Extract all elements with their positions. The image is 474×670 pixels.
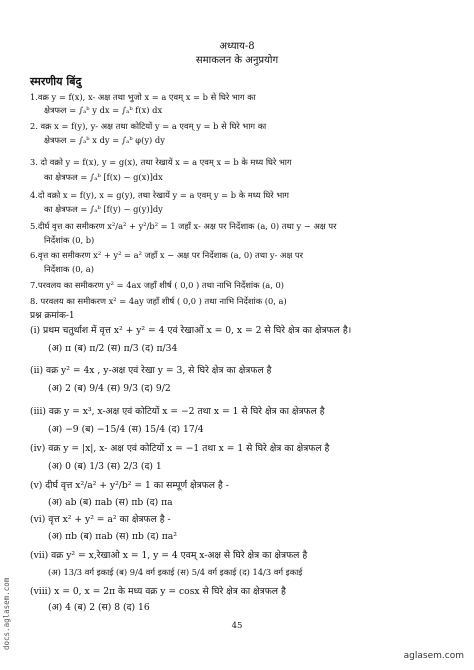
point-4-line-2: का क्षेत्रफल = ∫ₐᵇ [f(y) − g(y)]dy (44, 204, 163, 214)
side-watermark (2, 520, 14, 650)
question-4-options: (अ) 0 (ब) 1/3 (स) 2/3 (द) 1 (48, 461, 162, 472)
page-number: 45 (231, 621, 243, 631)
point-1-line-1: 1.वक्र y = f(x), x- अक्ष तथा भुजो x = a एवम् x = b से घिरे भाग का (30, 92, 256, 102)
question-8-options: (अ) 4 (ब) 2 (स) 8 (द) 16 (48, 602, 150, 613)
question-7-options: (अ) 13/3 वर्ग इकाई (ब) 9/4 वर्ग इकाई (स) 5/4 वर्ग इकाई (द) 14/3 वर्ग इकाई (48, 567, 303, 577)
point-2-line-2: क्षेत्रफल = ∫ₐᵇ x dy = ∫ₐᵇ φ(y) dy (44, 135, 165, 145)
question-2-options: (अ) 2 (ब) 9/4 (स) 9/3 (द) 9/2 (48, 383, 171, 394)
question-1-text: (i) प्रथम चतुर्थाश में वृत्त x² + y² = 4 एवं रेखाओं x = 0, x = 2 से घिरे क्षेत्र का क्षेत्रफल है। (30, 325, 352, 336)
question-5-text: (v) दीर्घ वृत्त x²/a² + y²/b² = 1 का सम्पूर्ण क्षेत्रफल है - (30, 480, 229, 491)
point-8-line: 8. परवलय का समीकरण x² = 4ay जहाँ शीर्ष ( 0,0 ) तथा नाभि निर्देशांक (0, a) (30, 296, 287, 306)
chapter-title: समाकलन के अनुप्रयोग (195, 55, 279, 66)
question-7-text: (vii) वक्र y² = x,रेखाओ x = 1, y = 4 एवम् x-अक्ष से घिरे क्षेत्र का क्षेत्रफल है (30, 550, 308, 561)
brand-footer: aglasem.com (403, 651, 464, 661)
question-3-text: (iii) वक्र y = x³, x-अक्ष एवं कोटियों x = −2 तथा x = 1 से घिरे क्षेत्र का क्षेत्रफल है (30, 406, 325, 417)
point-5-line-1: 5.दीर्घ वृत्त का समीकरण x²/a² + y²/b² = 1 जहाँ x- अक्ष पर निर्देशाक (a, 0) तथा y − अक्ष पर (30, 221, 337, 231)
point-6-line-2: निर्देशाक (0, a) (44, 264, 94, 274)
question-2-text: (ii) वक्र y² = 4x , y-अक्ष एवं रेखा y = 3, से घिरे क्षेत्र का क्षेत्रफल है (30, 365, 272, 376)
point-2-line-1: 2. वक्र x = f(y), y- अक्ष तथा कोटियों y = a एवम् y = b से घिरे भाग का (30, 121, 267, 131)
question-heading: प्रश्न क्रमांक-1 (30, 311, 75, 321)
section-title: स्मरणीय बिंदु (30, 75, 82, 88)
question-8-text: (viii) x = 0, x = 2π के मध्य वक्र y = cosx से घिरे क्षेत्र का क्षेत्रफल है (30, 586, 286, 597)
point-1-line-2: क्षेत्रफल = ∫ₐᵇ y dx = ∫ₐᵇ f(x) dx (44, 105, 163, 115)
point-7-line: 7.परवलय का समीकरण y² = 4ax जहाँ शीर्ष ( 0,0 ) तथा नाभि निर्देशांक (a, 0) (30, 280, 285, 290)
side-watermark-text: docs.aglasem.com (2, 577, 11, 650)
question-6-text: (vi) वृत्त x² + y² = a² का क्षेत्रफल है - (30, 514, 171, 525)
point-3-line-1: 3. दो वक्रो y = f(x), y = g(x), तथा रेखायें x = a एवम् x = b के मध्य घिरे भाग (30, 157, 292, 167)
chapter-label: अध्याय-8 (219, 41, 255, 52)
question-3-options: (अ) −9 (ब) −15/4 (स) 15/4 (द) 17/4 (48, 424, 204, 435)
question-1-options: (अ) π (ब) π/2 (स) π/3 (द) π/34 (48, 343, 178, 354)
question-5-options: (अ) ab (ब) πab (स) πb (द) πa (48, 497, 173, 508)
point-6-line-1: 6.वृत्त का समीकरण x² + y² = a² जहाँ x − अक्ष पर निर्देशाक (a, 0) तथा y- अक्ष पर (30, 250, 304, 260)
question-6-options: (अ) πb (ब) πab (स) πb (द) πa² (48, 531, 177, 542)
point-5-line-2: निर्देशांक (0, b) (44, 235, 95, 245)
point-4-line-1: 4.दो वक्रो x = f(y), x = g(y), तथा रेखायें y = a एवम् y = b के मध्य घिरे भाग (30, 190, 289, 200)
point-3-line-2: का क्षेत्रफल = ∫ₐᵇ [f(x) − g(x)]dx (44, 172, 163, 182)
question-4-text: (iv) वक्र y = |x|, x- अक्ष एवं कोटियों x = −1 तथा x = 1 से घिरे क्षेत्र का क्षेत्रफल है (30, 443, 330, 454)
